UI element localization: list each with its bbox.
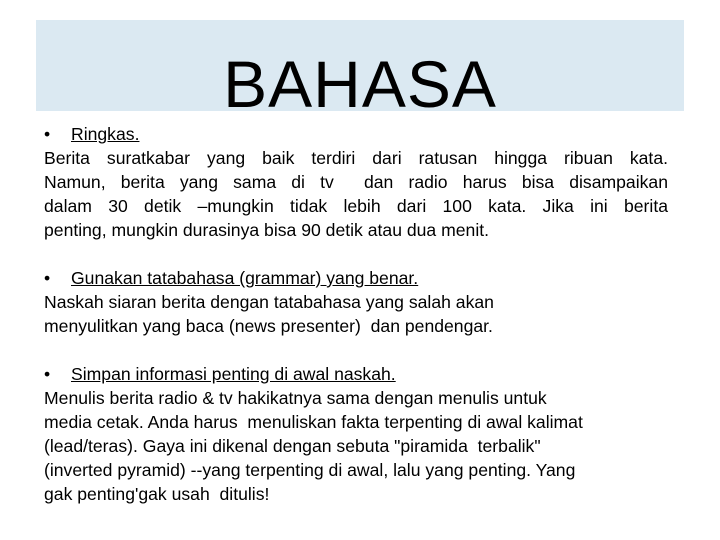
title-banner	[36, 20, 684, 121]
body-line: Berita suratkabar yang baik terdiri dari ratusan hingga ribuan kata.	[44, 148, 668, 168]
bullet-heading	[44, 122, 668, 146]
body-line: menyulitkan yang baca (news presenter) dan pendengar.	[44, 316, 493, 336]
body-line: gak penting'gak usah ditulis!	[44, 484, 270, 504]
body-line: Menulis berita radio & tv hakikatnya sama dengan menulis untuk	[44, 388, 547, 408]
section-body	[44, 146, 668, 242]
bullet-heading	[44, 266, 668, 290]
slide-title: BAHASA	[223, 47, 497, 121]
slide-content	[44, 122, 668, 506]
section-body	[44, 290, 668, 338]
bullet-heading	[44, 362, 668, 386]
section-ringkas	[44, 122, 668, 242]
section-tatabahasa	[44, 266, 668, 338]
body-line: penting, mungkin durasinya bisa 90 detik atau dua menit.	[44, 220, 490, 240]
section-heading: Ringkas.	[71, 124, 140, 144]
section-body	[44, 386, 668, 506]
body-line: (inverted pyramid) --yang terpenting di awal, lalu yang penting. Yang	[44, 460, 576, 480]
body-line: Namun, berita yang sama di tv dan radio harus bisa disampaikan	[44, 172, 668, 192]
section-heading: Gunakan tatabahasa (grammar) yang benar.	[71, 268, 419, 288]
body-line: dalam 30 detik –mungkin tidak lebih dari 100 kata. Jika ini berita	[44, 196, 668, 216]
bullet-icon: •	[44, 268, 51, 288]
bullet-icon: •	[44, 124, 51, 144]
bullet-icon: •	[44, 364, 51, 384]
body-line: Naskah siaran berita dengan tatabahasa yang salah akan	[44, 292, 494, 312]
section-heading: Simpan informasi penting di awal naskah.	[71, 364, 396, 384]
body-line: (lead/teras). Gaya ini dikenal dengan sebuta "piramida terbalik"	[44, 436, 541, 456]
body-line: media cetak. Anda harus menuliskan fakta terpenting di awal kalimat	[44, 412, 583, 432]
section-informasi	[44, 362, 668, 506]
